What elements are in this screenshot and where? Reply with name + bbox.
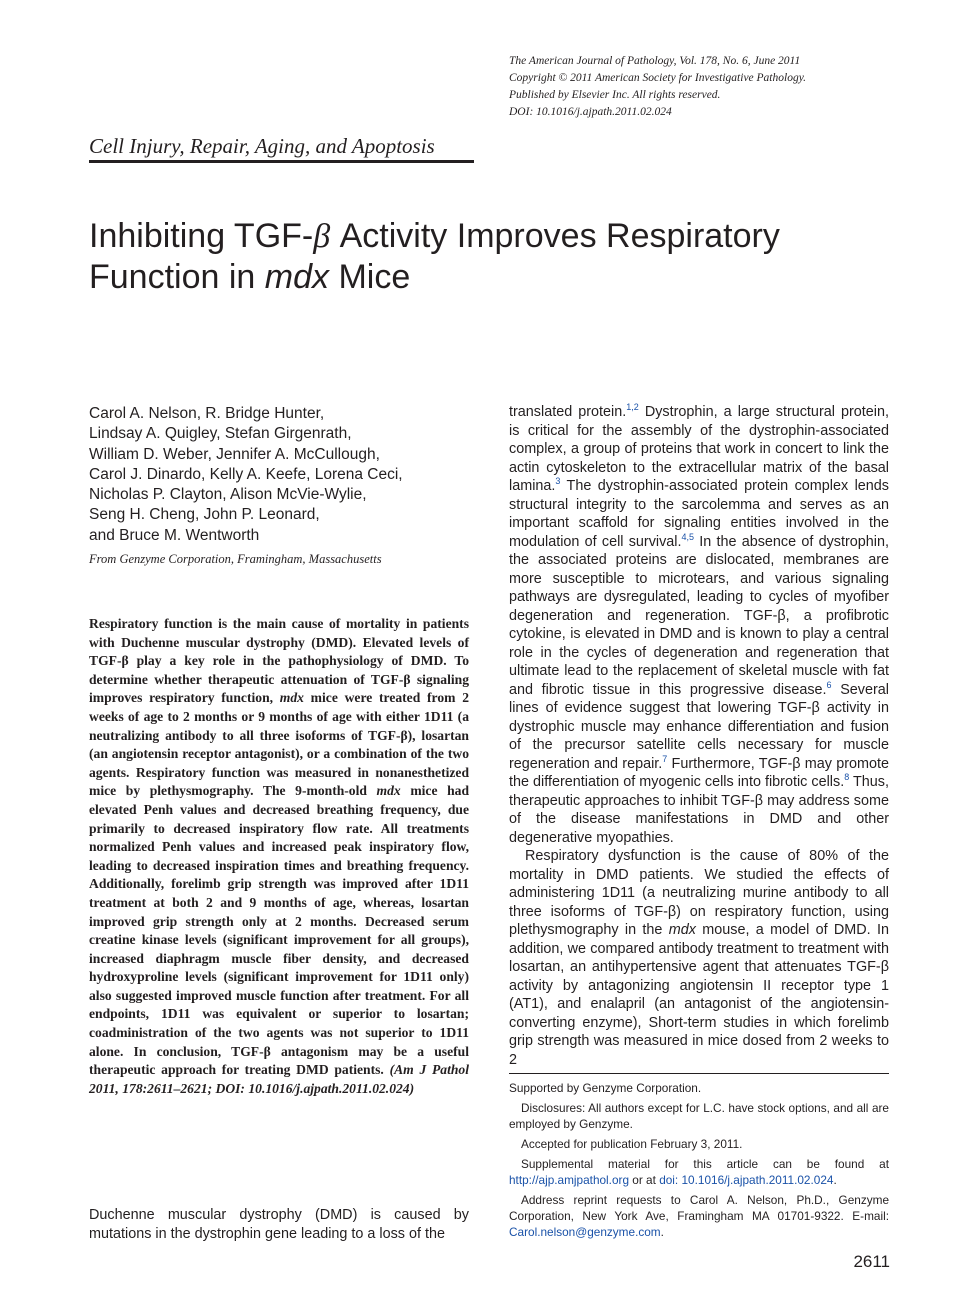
journal-citation-header [509,53,909,121]
footnote-address: Address reprint requests to Carol A. Nelson, Ph.D., Genzyme Corporation, New York Ave, Framingham MA 01701-9322. E-mail: Carol.nelson@genzyme.com. [509,1193,889,1239]
reference-link[interactable]: 4,5 [681,531,694,542]
footnote-disclosures: Disclosures: All authors except for L.C. have stock options, and all are employed by Genzyme. [509,1101,889,1131]
affiliation: From Genzyme Corporation, Framingham, Massachusetts [89,552,382,566]
section-underline [89,160,474,163]
footnote-accepted: Accepted for publication February 3, 2011. [521,1137,743,1151]
reference-link[interactable]: 6 [826,679,832,690]
footnote-support: Supported by Genzyme Corporation. [509,1081,702,1095]
doi-link[interactable]: doi: 10.1016/j.ajpath.2011.02.024 [659,1173,834,1187]
reference-link[interactable]: 8 [844,772,850,783]
abstract-citation: (Am J Pathol 2011, 178:2611–2621; DOI: 10.1016/j.ajpath.2011.02.024) [89,1062,469,1096]
reference-link[interactable]: 7 [662,753,668,764]
page-number: 2611 [853,1252,890,1271]
author-line: William D. Weber, Jennifer A. McCullough, [89,445,380,463]
journal-line: DOI: 10.1016/j.ajpath.2011.02.024 [509,106,672,118]
author-line: Lindsay A. Quigley, Stefan Girgenrath, [89,425,352,443]
reference-link[interactable]: 3 [555,476,561,487]
author-line: Carol J. Dinardo, Kelly A. Keefe, Lorena Ceci, [89,465,403,483]
author-line: and Bruce M. Wentworth [89,526,260,544]
footnote-divider [509,1073,889,1074]
author-line: Nicholas P. Clayton, Alison McVie-Wylie, [89,486,367,504]
section-heading: Cell Injury, Repair, Aging, and Apoptosis [89,134,435,158]
journal-line: The American Journal of Pathology, Vol. 178, No. 6, June 2011 [509,55,801,67]
author-list [89,404,403,546]
author-line: Seng H. Cheng, John P. Leonard, [89,506,320,524]
abstract: Respiratory function is the main cause of mortality in patients with Duchenne muscular dystrophy (DMD). Elevated levels of TGF-β play a key role in the pathophysiology of DMD. To determine whether therapeutic attenuation of TGF-β signaling improves respiratory function, mdx mice were treated from 2 weeks of age to 2 months or 9 months of age with either 1D11 (a neutralizing antibody to all three isoforms of TGF-β), losartan (an angiotensin receptor antagonist), or a combination of the two agents. Respiratory function was measured in nonanesthetized mice by plethysmography. The 9-month-old mdx mice had elevated Penh values and decreased breathing frequency, due primarily to decreased inspiratory flow rate. All treatments normalized Penh values and increased peak inspiratory flow, leading to decreased inspiration times and breathing frequency. Additionally, forelimb grip strength was improved after 1D11 treatment at both 2 and 9 months of age, whereas, losartan improved grip strength only at 2 months. Decreased serum creatine kinase levels (significant improvement for all groups), increased diaphragm muscle fiber density, and decreased hydroxyproline levels (significant improvement for 1D11 only) also suggested improved muscle function after treatment. For all endpoints, 1D11 was equivalent or superior to losartan; coadministration of the two agents was not superior to 1D11 alone. In conclusion, TGF-β antagonism may be a useful therapeutic approach for treating DMD patients. (Am J Pathol 2011, 178:2611–2621; DOI: 10.1016/j.ajpath.2011.02.024) [89,616,469,1096]
email-link[interactable]: Carol.nelson@genzyme.com [509,1225,661,1239]
footnote-supplemental: Supplemental material for this article can be found at http://ajp.amjpathol.org or at doi: 10.1016/j.ajpath.2011.02.024. [509,1157,889,1187]
supplemental-url-link[interactable]: http://ajp.amjpathol.org [509,1173,630,1187]
introduction-text-left: Duchenne muscular dystrophy (DMD) is caused by mutations in the dystrophin gene leading to a loss of the [89,1207,469,1242]
paragraph: Respiratory dysfunction is the cause of 80% of the mortality in DMD patients. We studied the effects of administering 1D11 (a neutralizing murine antibody to all three isoforms of TGF-β) on respiratory function, using plethysmography in the mdx mouse, a model of DMD. In addition, we compared antibody treatment to treatment with losartan, an antihypertensive agent that attenuates TGF-β activity by antagonizing angiotensin II receptor type 1 (AT1), and enalapril (an antagonist of the angiotensin-converting enzyme), Short-term studies in which forelimb grip strength was measured in mice dosed from 2 weeks to 2 [509,848,889,1068]
journal-line: Published by Elsevier Inc. All rights reserved. [509,89,721,101]
reference-link[interactable]: 1,2 [626,402,639,413]
author-line: Carol A. Nelson, R. Bridge Hunter, [89,405,325,422]
paragraph: translated protein.$^{1,2}$ Dystrophin, a large structural protein, is critical for the assembly of the dystrophin-associated complex, a group of proteins that work in concert to link the actin cytoskeleton to the extracellular matrix of the basal lamina.$^3$ The dystrophin-associated protein complex lends structural integrity to the sarcolemma and serves as an important scaffold for signaling entities involved in the modulation of cell survival.$^{4,5}$ In the absence of dystrophin, the associated proteins are dislocated, membranes are more susceptible to microtears, and various signaling pathways are dysregulated, leading to cycles of myofiber degeneration and regeneration. TGF-β, a profibrotic cytokine, is elevated in DMD and is known to play a central role in the cycles of degeneration and regeneration that ultimate lead to the replacement of skeletal muscle with fat and fibrotic tissue in this progressive disease.$^6$ Several lines of evidence suggest that lowering TGF-β activity in dystrophic muscle may enhance differentiation and fusion of the precursor satellite cells necessary for muscle regeneration and repair.$^7$ Furthermore, TGF-β may promote the differentiation of myogenic cells into fibrotic cells.$^8$ Thus, therapeutic approaches to inhibit TGF-β may address some of the disease manifestations in DMD and other degenerative myopathies. [509,402,889,846]
article-title: Inhibiting TGF-β Activity Improves Respiratory Function in mdx Mice [89,217,780,296]
introduction-text-right [509,403,889,1069]
journal-line: Copyright © 2011 American Society for Investigative Pathology. [509,72,807,84]
footnotes [509,1080,889,1244]
